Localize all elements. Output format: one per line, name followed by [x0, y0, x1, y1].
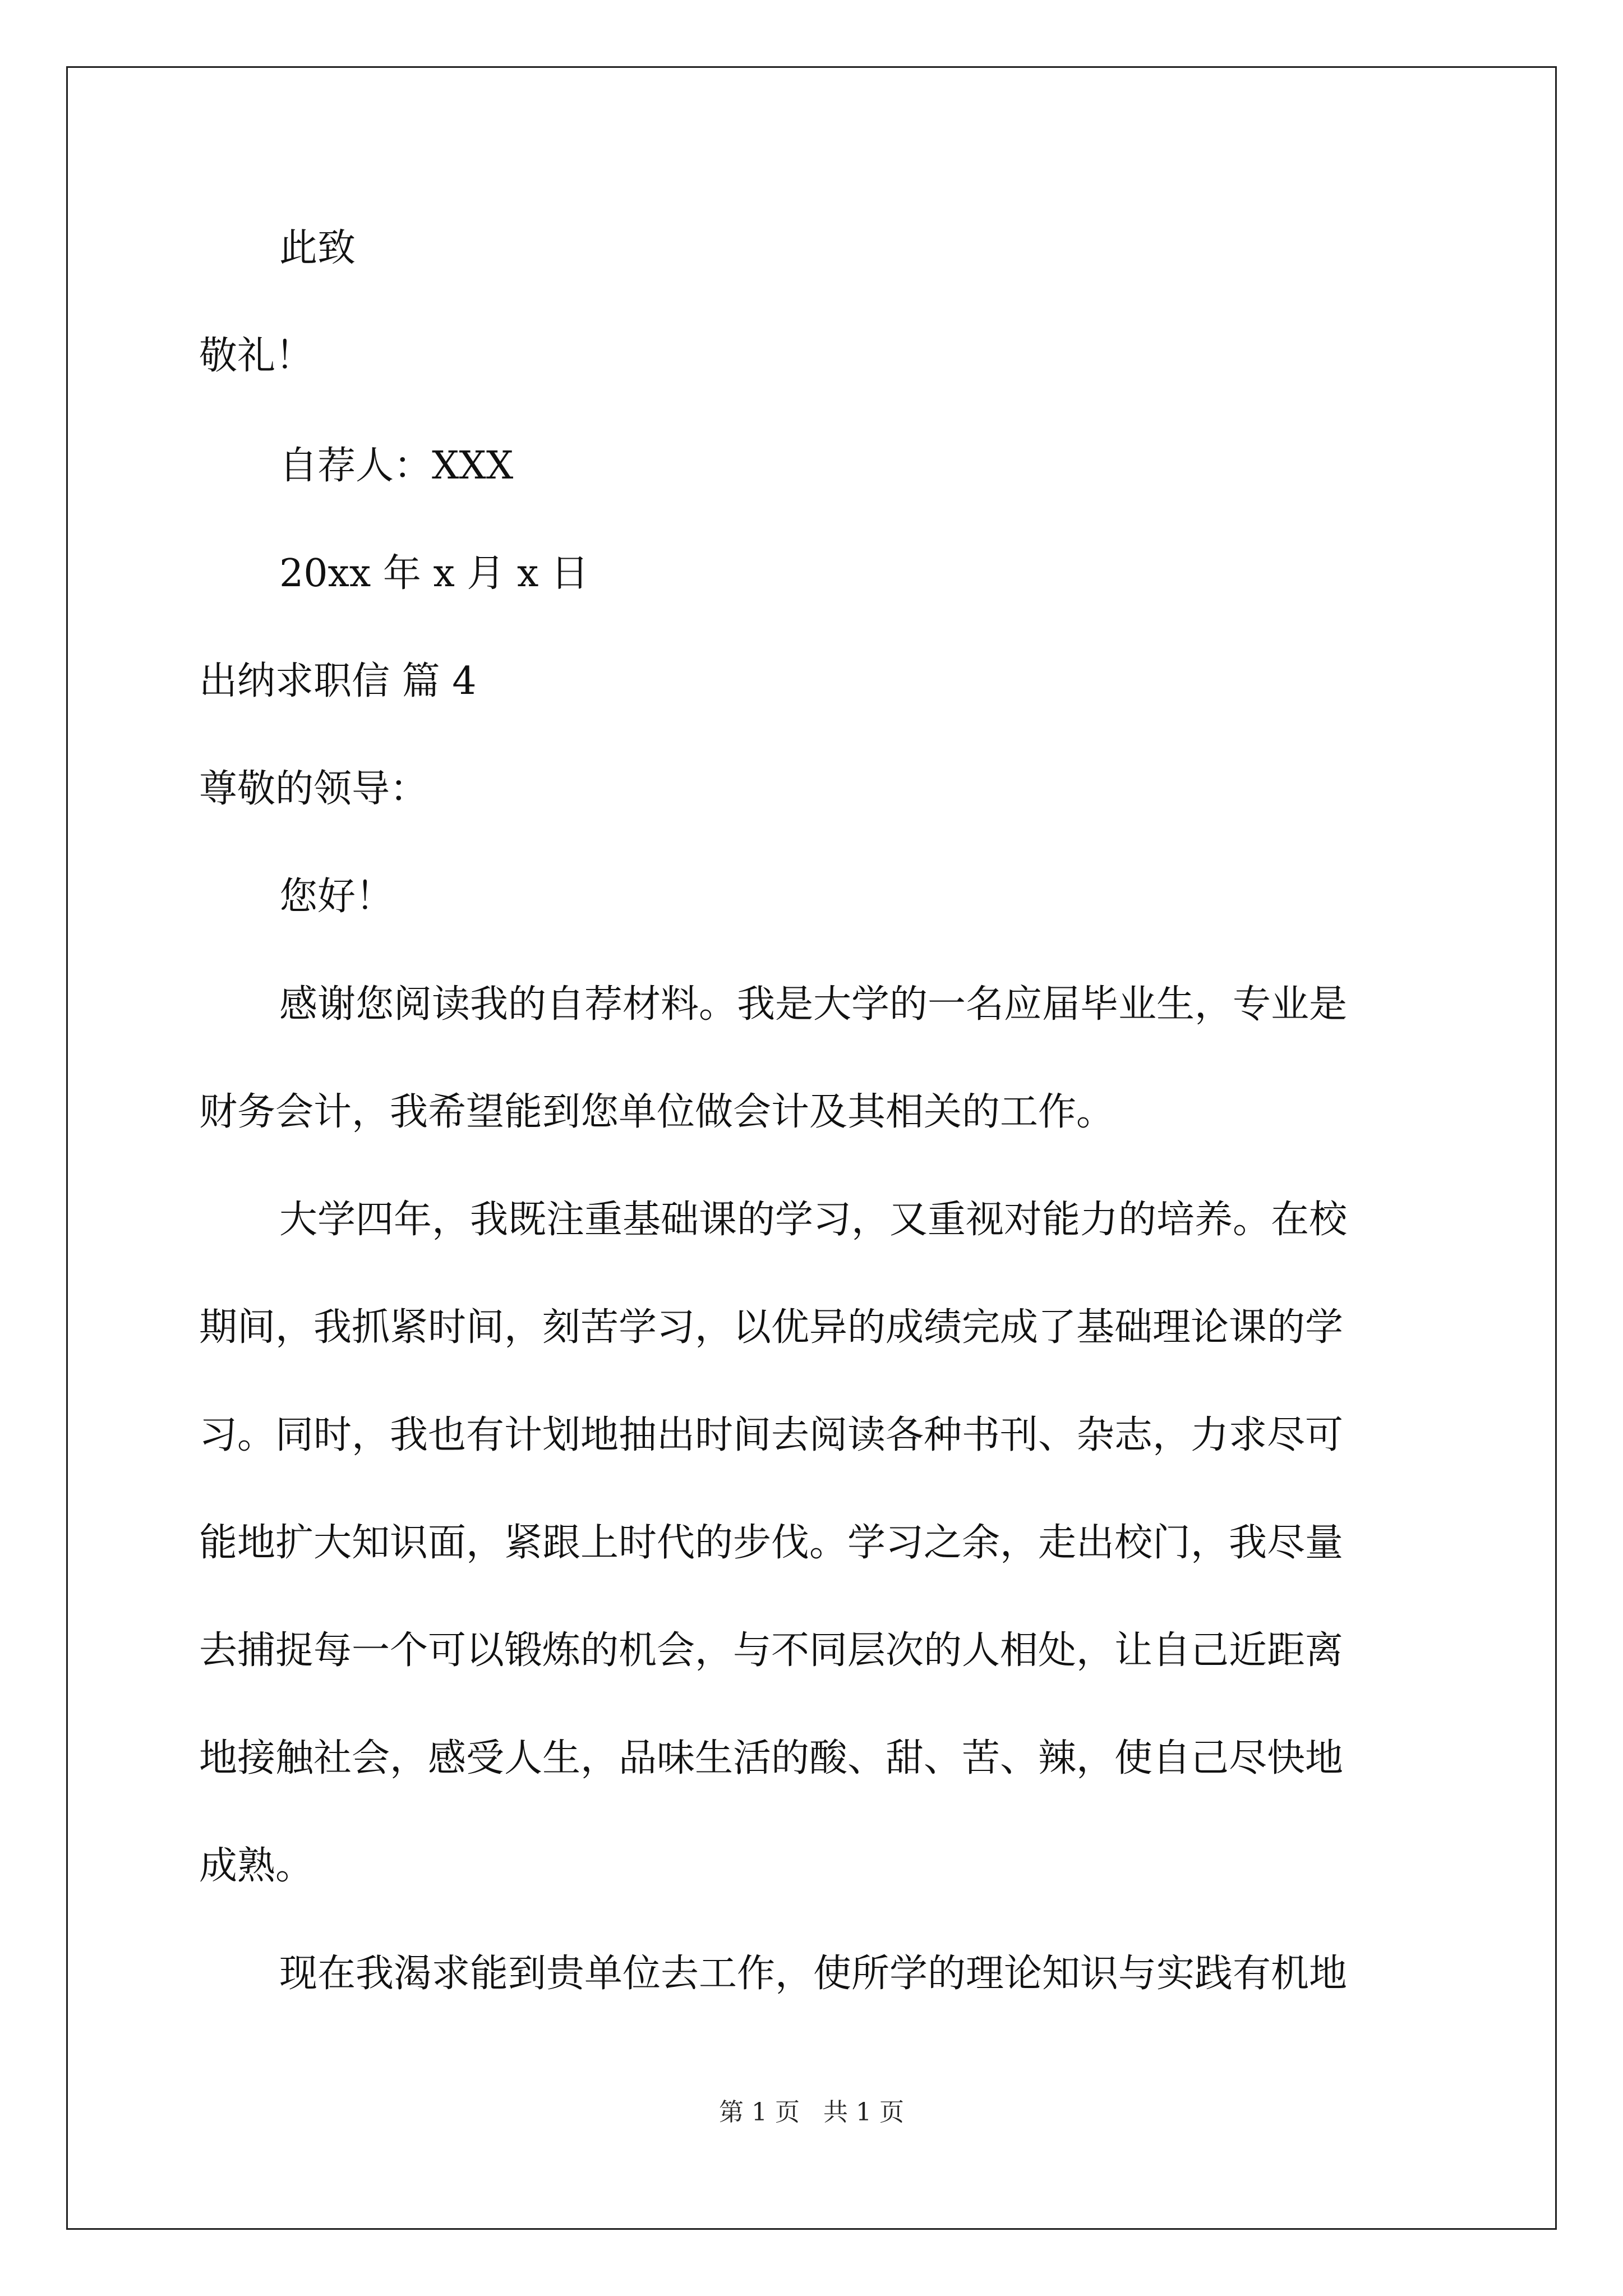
date-line: 20xx 年 x 月 x 日	[279, 551, 589, 596]
paragraph-2-line-1: 大学四年，我既注重基础课的学习，又重视对能力的培养。在校	[279, 1198, 1348, 1242]
page-border	[66, 66, 1557, 2230]
closing-line-1: 此致	[279, 226, 356, 270]
paragraph-2-line-5: 去捕捉每一个可以锻炼的机会，与不同层次的人相处，让自己近距离	[199, 1628, 1344, 1673]
section-title: 出纳求职信 篇 4	[199, 659, 477, 703]
paragraph-2-line-6: 地接触社会，感受人生，品味生活的酸、甜、苦、辣，使自己尽快地	[199, 1736, 1344, 1780]
signature-line: 自荐人：XXX	[279, 444, 514, 488]
page-footer: 第 1 页 共 1 页	[719, 2098, 904, 2127]
greeting: 您好！	[279, 875, 394, 919]
paragraph-1-line-1: 感谢您阅读我的自荐材料。我是大学的一名应届毕业生，专业是	[279, 982, 1348, 1027]
salutation: 尊敬的领导：	[199, 767, 428, 811]
paragraph-2-line-2: 期间，我抓紧时间，刻苦学习，以优异的成绩完成了基础理论课的学	[199, 1305, 1344, 1350]
paragraph-2-line-7: 成熟。	[199, 1844, 314, 1888]
closing-line-2: 敬礼！	[199, 334, 314, 378]
paragraph-2-line-4: 能地扩大知识面，紧跟上时代的步伐。学习之余，走出校门，我尽量	[199, 1521, 1344, 1565]
paragraph-1-line-2: 财务会计，我希望能到您单位做会计及其相关的工作。	[199, 1090, 1115, 1134]
paragraph-2-line-3: 习。同时，我也有计划地抽出时间去阅读各种书刊、杂志，力求尽可	[199, 1413, 1344, 1457]
paragraph-3-line-1: 现在我渴求能到贵单位去工作，使所学的理论知识与实践有机地	[279, 1952, 1348, 1996]
